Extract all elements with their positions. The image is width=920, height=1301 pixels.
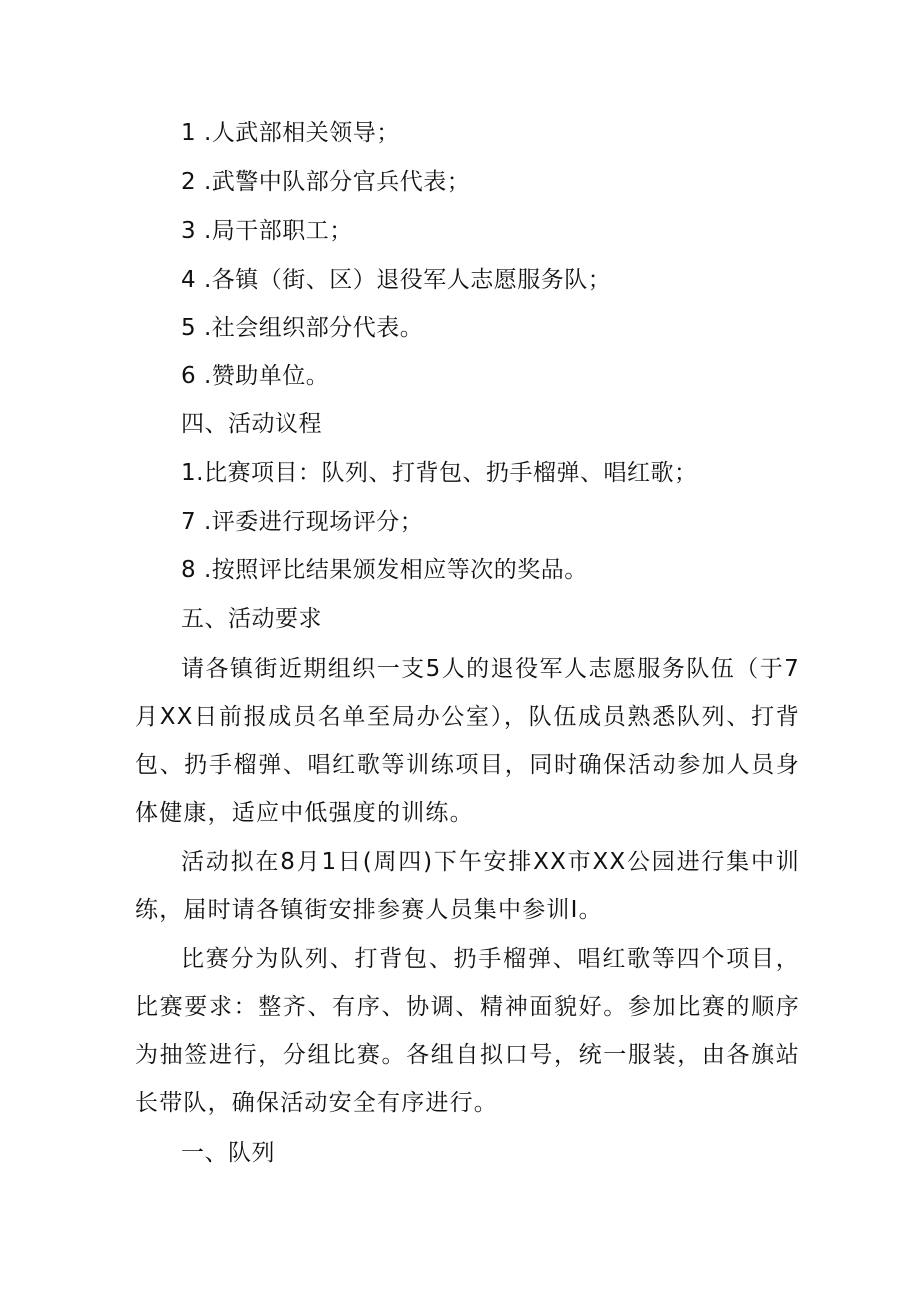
paragraph: 活动拟在8月1日(周四)下午安排XX市XX公园进行集中训练，届时请各镇街安排参赛人员集中参训I。 (135, 849, 800, 923)
list-item: 6 .赞助单位。 (181, 363, 330, 389)
list-item: 5 .社会组织部分代表。 (181, 315, 424, 341)
section-heading: 四、活动议程 (181, 411, 322, 437)
agenda-item: 8 .按照评比结果颁发相应等次的奖品。 (181, 557, 588, 583)
agenda-item: 7 .评委进行现场评分； (181, 509, 424, 535)
paragraph: 请各镇街近期组织一支5人的退役军人志愿服务队伍（于7月XX日前报成员名单至局办公室），队伍成员熟悉队列、打背包、扔手榴弹、唱红歌等训练项目，同时确保活动参加人员身体健康，适应中低强度的训练。 (135, 656, 800, 826)
subsection-heading: 一、队列 (181, 1140, 275, 1166)
list-item: 1 .人武部相关领导； (181, 120, 400, 146)
list-item: 2 .武警中队部分官兵代表； (181, 169, 471, 195)
list-item: 3 .局干部职工； (181, 218, 353, 244)
list-item: 4 .各镇（街、区）退役军人志愿服务队； (181, 267, 612, 293)
paragraph: 比赛分为队列、打背包、扔手榴弹、唱红歌等四个项目，比赛要求：整齐、有序、协调、精神面貌好。参加比赛的顺序为抽签进行，分组比赛。各组自拟口号，统一服装，由各旗站长带队，确保活动安全有序进行。 (135, 946, 800, 1116)
agenda-item: 1.比赛项目：队列、打背包、扔手榴弹、唱红歌； (181, 460, 698, 486)
section-heading: 五、活动要求 (181, 606, 322, 632)
